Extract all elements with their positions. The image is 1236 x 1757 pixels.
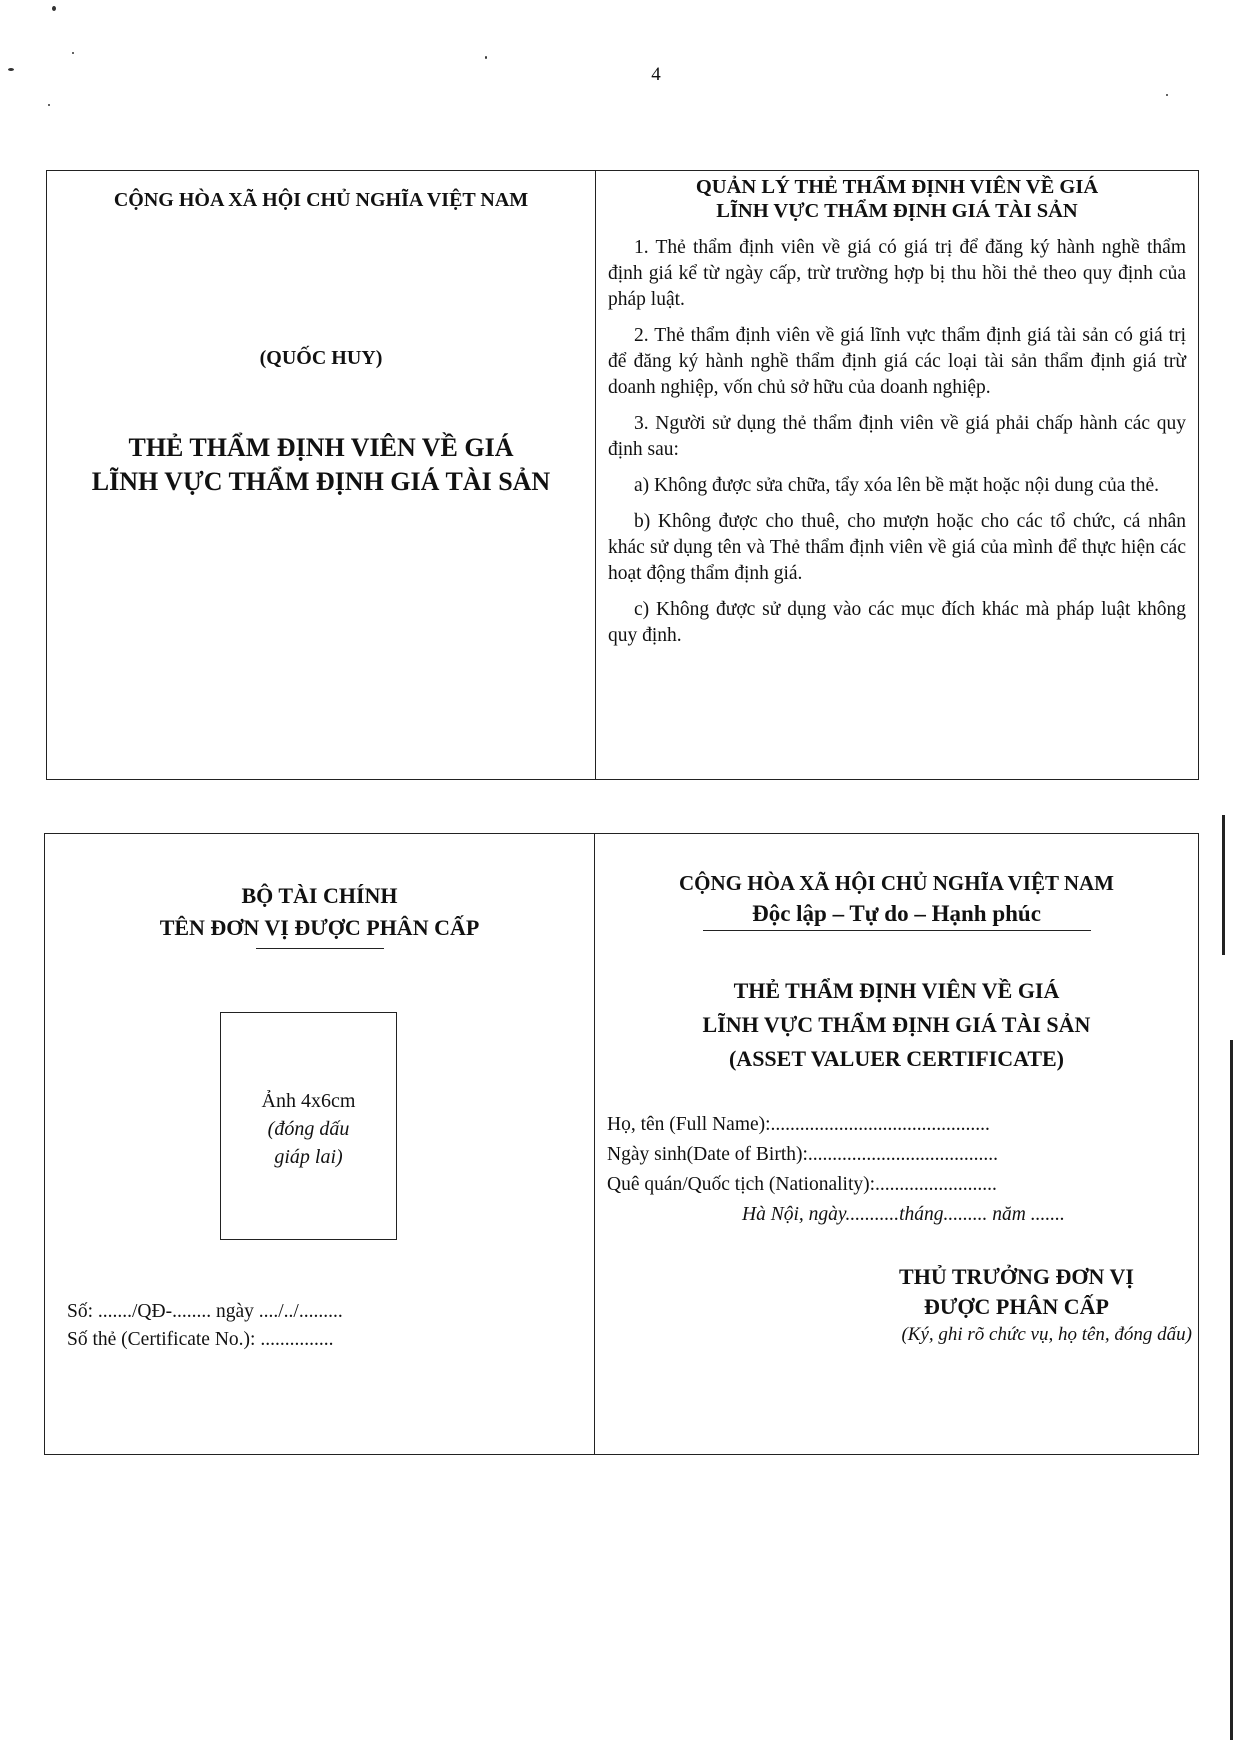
nationality-field: Quê quán/Quốc tịch (Nationality):.........................	[607, 1174, 997, 1195]
date-of-birth-field: Ngày sinh(Date of Birth):.......................................	[607, 1144, 999, 1165]
scan-speck	[72, 52, 74, 54]
page-number: 4	[651, 64, 661, 85]
decision-info	[67, 1298, 343, 1354]
rule-paragraph: 1. Thẻ thẩm định viên về giá có giá trị để đăng ký hành nghề thẩm định giá kể từ ngày cấp, trừ trường hợp bị thu hồi thẻ theo quy định của pháp luật.	[608, 237, 1186, 310]
rule-paragraph: c) Không được sử dụng vào các mục đích khác mà pháp luật không quy định.	[608, 599, 1186, 646]
rule-paragraph: b) Không được cho thuê, cho mượn hoặc cho các tổ chức, cá nhân khác sử dụng tên và Thẻ thẩm định viên về giá của mình để thực hiện các hoạt động thẩm định giá.	[608, 511, 1186, 584]
scan-speck	[1166, 94, 1168, 96]
management-heading	[608, 175, 1186, 223]
signer-title-line-2: ĐƯỢC PHÂN CẤP	[924, 1294, 1109, 1319]
card-front	[44, 833, 1199, 1455]
card-back-right-panel	[595, 171, 1198, 779]
rule-paragraph: 3. Người sử dụng thẻ thẩm định viên về giá phải chấp hành các quy định sau:	[608, 413, 1186, 460]
national-motto: Độc lập – Tự do – Hạnh phúc	[752, 901, 1041, 926]
certificate-title-line-3: (ASSET VALUER CERTIFICATE)	[728, 1046, 1065, 1071]
emblem-placeholder: (QUỐC HUY)	[259, 347, 383, 369]
card-back-left-panel	[47, 171, 595, 779]
signer-note: (Ký, ghi rõ chức vụ, họ tên, đóng dấu)	[901, 1324, 1192, 1345]
signer-title-line-1: THỦ TRƯỞNG ĐƠN VỊ	[899, 1264, 1134, 1289]
card-title-line-1: THẺ THẨM ĐỊNH VIÊN VỀ GIÁ	[128, 433, 514, 462]
certificate-title-line-1: THẺ THẨM ĐỊNH VIÊN VỀ GIÁ	[733, 978, 1060, 1003]
country-name: CỘNG HÒA XÃ HỘI CHỦ NGHĨA VIỆT NAM	[678, 871, 1115, 895]
scan-speck	[485, 56, 487, 59]
holder-fields	[607, 1110, 998, 1200]
place-date-line: Hà Nội, ngày...........tháng......... năm .......	[742, 1204, 1065, 1225]
certificate-number-line: Số thẻ (Certificate No.): ...............	[67, 1329, 334, 1350]
card-back	[46, 170, 1199, 780]
card-front-right-panel	[594, 834, 1198, 1454]
photo-placeholder	[220, 1012, 397, 1240]
national-heading	[595, 868, 1198, 931]
certificate-title	[595, 974, 1198, 1076]
decision-number-line: Số: ......./QĐ-........ ngày ..../../.........	[67, 1301, 343, 1322]
photo-note-line-2: giáp lai)	[274, 1146, 343, 1168]
signer-title	[835, 1262, 1198, 1322]
rule-paragraph: a) Không được sửa chữa, tẩy xóa lên bề mặt hoặc nội dung của thẻ.	[634, 475, 1160, 496]
country-heading: CỘNG HÒA XÃ HỘI CHỦ NGHĨA VIỆT NAM	[113, 189, 529, 211]
issuer-heading	[45, 880, 594, 949]
heading-underline	[256, 948, 384, 949]
full-name-field: Họ, tên (Full Name):.............................................	[607, 1114, 990, 1135]
rules-list	[608, 235, 1186, 649]
ministry-name: BỘ TÀI CHÍNH	[241, 883, 398, 908]
management-heading-line-2: LĨNH VỰC THẨM ĐỊNH GIÁ TÀI SẢN	[716, 200, 1078, 222]
card-title-line-2: LĨNH VỰC THẨM ĐỊNH GIÁ TÀI SẢN	[91, 467, 551, 496]
management-heading-line-1: QUẢN LÝ THẺ THẨM ĐỊNH VIÊN VỀ GIÁ	[695, 176, 1099, 198]
scan-edge-line	[1222, 815, 1225, 955]
rule-paragraph: 2. Thẻ thẩm định viên về giá lĩnh vực thẩm định giá tài sản có giá trị để đăng ký hành nghề thẩm định giá các loại tài sản thẩm định giá trừ doanh nghiệp, vốn chủ sở hữu của doanh nghiệp.	[608, 325, 1186, 398]
card-front-left-panel	[45, 834, 594, 1454]
scan-speck	[52, 6, 56, 11]
unit-name: TÊN ĐƠN VỊ ĐƯỢC PHÂN CẤP	[159, 915, 480, 940]
scan-speck	[48, 104, 50, 106]
scan-edge-line	[1230, 1040, 1233, 1740]
certificate-title-line-2: LĨNH VỰC THẨM ĐỊNH GIÁ TÀI SẢN	[702, 1012, 1091, 1037]
motto-underline	[703, 930, 1091, 931]
card-title	[47, 431, 595, 499]
photo-note-line-1: (đóng dấu	[267, 1118, 350, 1140]
photo-size-label: Ảnh 4x6cm	[261, 1090, 356, 1112]
